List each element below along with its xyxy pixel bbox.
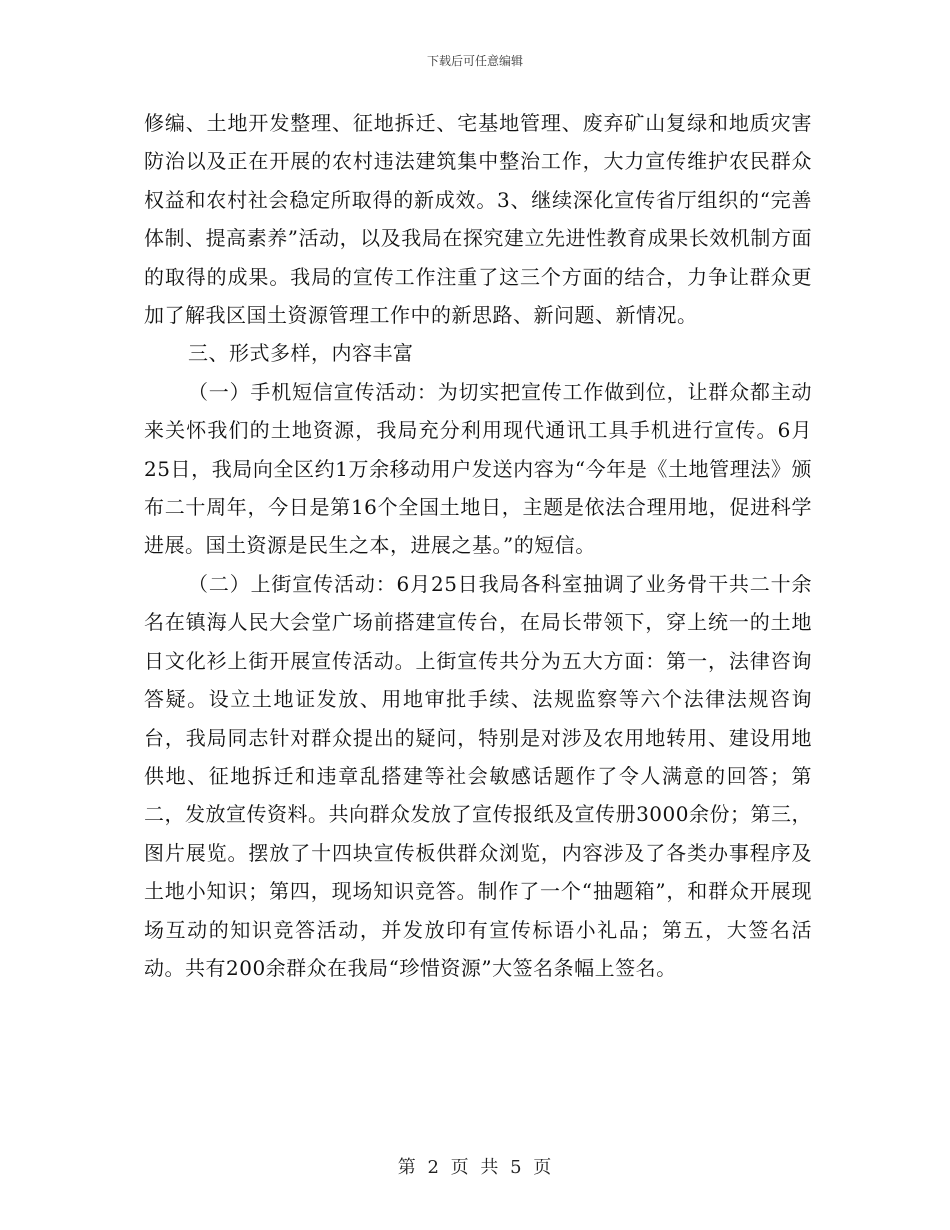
page-header-note: 下载后可任意编辑 xyxy=(426,54,523,68)
document-body xyxy=(144,104,812,987)
section-heading: 三、形式多样，内容丰富 xyxy=(188,341,414,366)
paragraph-sms-campaign: （一）手机短信宣传活动：为切实把宣传工作做到位，让群众都主动来关怀我们的土地资源，我局充分利用现代通讯工具手机进行宣传。6月25日，我局向全区约1万余移动用户发送内容为“今年是《土地管理法》颁布二十周年，今日是第16个全国土地日，主题是依法合理用地，促进科学进展。国土资源是民生之本，进展之基。”的短信。 xyxy=(144,379,812,558)
page-number: 第 2 页 共 5 页 xyxy=(397,1157,553,1178)
paragraph-street-campaign: （二）上街宣传活动：6月25日我局各科室抽调了业务骨干共二十余名在镇海人民大会堂广场前搭建宣传台，在局长带领下，穿上统一的土地日文化衫上街开展宣传活动。上街宣传共分为五大方面：第一，法律咨询答疑。设立土地证发放、用地审批手续、法规监察等六个法律法规咨询台，我局同志针对群众提出的疑问，特别是对涉及农用地转用、建设用地供地、征地拆迁和违章乱搭建等社会敏感话题作了令人满意的回答；第二，发放宣传资料。共向群众发放了宣传报纸及宣传册3000余份；第三，图片展览。摆放了十四块宣传板供群众浏览，内容涉及了各类办事程序及土地小知识；第四，现场知识竞答。制作了一个“抽题箱”，和群众开展现场互动的知识竞答活动，并发放印有宣传标语小礼品；第五，大签名活动。共有200余群众在我局“珍惜资源”大签名条幅上签名。 xyxy=(144,571,812,980)
paragraph-continuation: 修编、土地开发整理、征地拆迁、宅基地管理、废弃矿山复绿和地质灾害防治以及正在开展的农村违法建筑集中整治工作，大力宣传维护农民群众权益和农村社会稳定所取得的新成效。3、继续深化宣传省厅组织的“完善体制、提高素养”活动，以及我局在探究建立先进性教育成果长效机制方面的取得的成果。我局的宣传工作注重了这三个方面的结合，力争让群众更加了解我区国土资源管理工作中的新思路、新问题、新情况。 xyxy=(144,111,812,328)
